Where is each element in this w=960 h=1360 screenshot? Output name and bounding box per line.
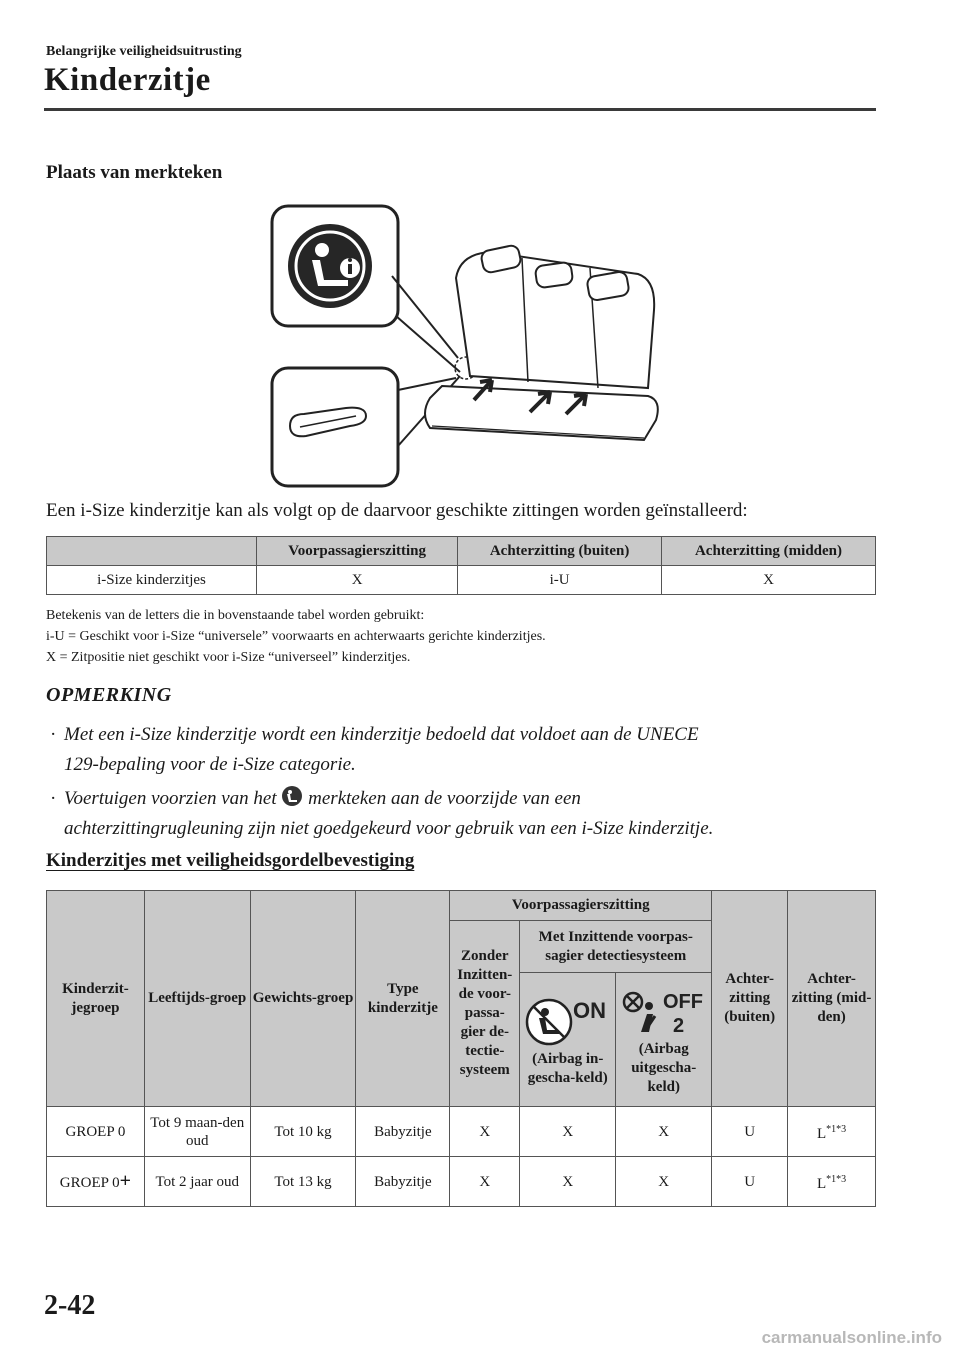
intro-text: Een i-Size kinderzitje kan als volgt op de daarvoor geschikte zittingen worden geïnstalleerd: [46,500,748,521]
isize-cell-front: X [257,566,458,595]
isize-header-rear-middle: Achterzitting (midden) [661,537,875,566]
chapter-title: Kinderzitje [44,62,211,98]
cell-age: Tot 9 maan-den oud [144,1107,250,1157]
cell-rear-middle [788,1157,876,1207]
bullet: · [50,788,57,809]
cell-rear-middle [788,1107,876,1157]
title-rule [44,108,876,111]
cell-no-detect: X [450,1107,520,1157]
belt-header-row [47,891,876,921]
cell-age: Tot 2 jaar oud [144,1157,250,1207]
header-rear-middle: Achter-zitting (mid-den) [788,891,876,1107]
isize-header-front: Voorpassagierszitting [257,537,458,566]
isize-mark-icon [281,785,303,807]
note-title: OPMERKING [46,684,172,706]
legend [46,605,546,668]
cell-type: Babyzitje [356,1157,450,1207]
header-group: Kinderzit-jegroep [47,891,145,1107]
note-text: Voertuigen voorzien van het [64,788,277,809]
note-text: achterzittingrugleuning zijn niet goedgekeurd voor gebruik van een i-Size kinderzitje. [64,818,714,839]
group-plus: + [119,1169,132,1192]
legend-line: X = Zitpositie niet geschikt voor i-Size “universeel” kinderzitjes. [46,650,411,665]
isize-table-header [47,537,876,566]
airbag-off-num: 2 [672,1015,684,1036]
isize-cell-label: i-Size kinderzitjes [47,566,257,595]
cell-group [47,1107,145,1157]
cell-airbag-off: X [616,1107,712,1157]
isize-header-rear-outer: Achterzitting (buiten) [458,537,662,566]
header-airbag-on [520,973,616,1107]
cell-airbag-off: X [616,1157,712,1207]
header-airbag-off [616,973,712,1107]
cell-rear-outer: U [712,1157,788,1207]
header-type: Type kinderzitje [356,891,450,1107]
belt-heading: Kinderzitjes met veiligheidsgordelbevestiging [46,850,415,871]
table-row [47,1107,876,1157]
cell-group [47,1157,145,1207]
group-text: GROEP 0 [59,1174,120,1191]
header-rear-outer: Achter-zitting (buiten) [712,891,788,1107]
cell-rear-outer: U [712,1107,788,1157]
watermark: carmanualsonline.info [761,1328,942,1347]
footnote-ref: *1*3 [826,1173,847,1185]
cell-airbag-on: X [520,1157,616,1207]
airbag-on-icon [525,994,611,1046]
belt-table [46,890,876,1207]
seat-illustration [260,200,660,492]
header-age: Leeftijds-groep [144,891,250,1107]
legend-line: i-U = Geschikt voor i-Size “universele” voorwaarts en achterwaarts gerichte kinderzitjes. [46,629,546,644]
header-front: Voorpassagierszitting [450,891,712,921]
header-no-detect: Zonder Inzitten-de voor-passa-gier de-tectie-systeem [450,921,520,1107]
isize-cell-rear-outer: i-U [458,566,662,595]
isize-header-blank [47,537,257,566]
group-text: GROEP 0 [65,1123,126,1140]
cell-weight: Tot 10 kg [250,1107,356,1157]
note-item [50,720,699,780]
airbag-off-text: OFF [662,991,703,1013]
isize-mark-icon [288,224,372,308]
isize-cell-rear-middle: X [661,566,875,595]
note-text: merkteken aan de voorzijde van een [308,788,581,809]
cell-type: Babyzitje [356,1107,450,1157]
airbag-on-label: (Airbag in-gescha-keld) [527,1050,608,1086]
note-text: Met een i-Size kinderzitje wordt een kinderzitje bedoeld dat voldoet aan de UNECE [64,724,699,745]
airbag-off-icon [619,984,709,1036]
cell-no-detect: X [450,1157,520,1207]
airbag-on-text: ON [572,997,606,1023]
airbag-off-label: (Airbag uitgescha-keld) [631,1041,697,1095]
page-number: 2-42 [44,1290,96,1321]
header-with-detect: Met Inzittende voorpas-sagier detectiesysteem [520,921,712,973]
legend-line: Betekenis van de letters die in bovenstaande tabel worden gebruikt: [46,608,425,623]
table-row [47,566,876,595]
rear-middle-value: L [816,1175,827,1192]
cell-weight: Tot 13 kg [250,1157,356,1207]
section-label: Belangrijke veiligheidsuitrusting [46,44,242,59]
note-item [50,784,713,844]
cell-airbag-on: X [520,1107,616,1157]
header-weight: Gewichts-groep [250,891,356,1107]
note-text: 129-bepaling voor de i-Size categorie. [64,754,356,775]
rear-middle-value: L [816,1125,827,1142]
table-row [47,1157,876,1207]
isize-table [46,536,876,595]
location-heading: Plaats van merkteken [46,162,223,183]
footnote-ref: *1*3 [826,1123,847,1135]
bullet: · [50,724,57,745]
